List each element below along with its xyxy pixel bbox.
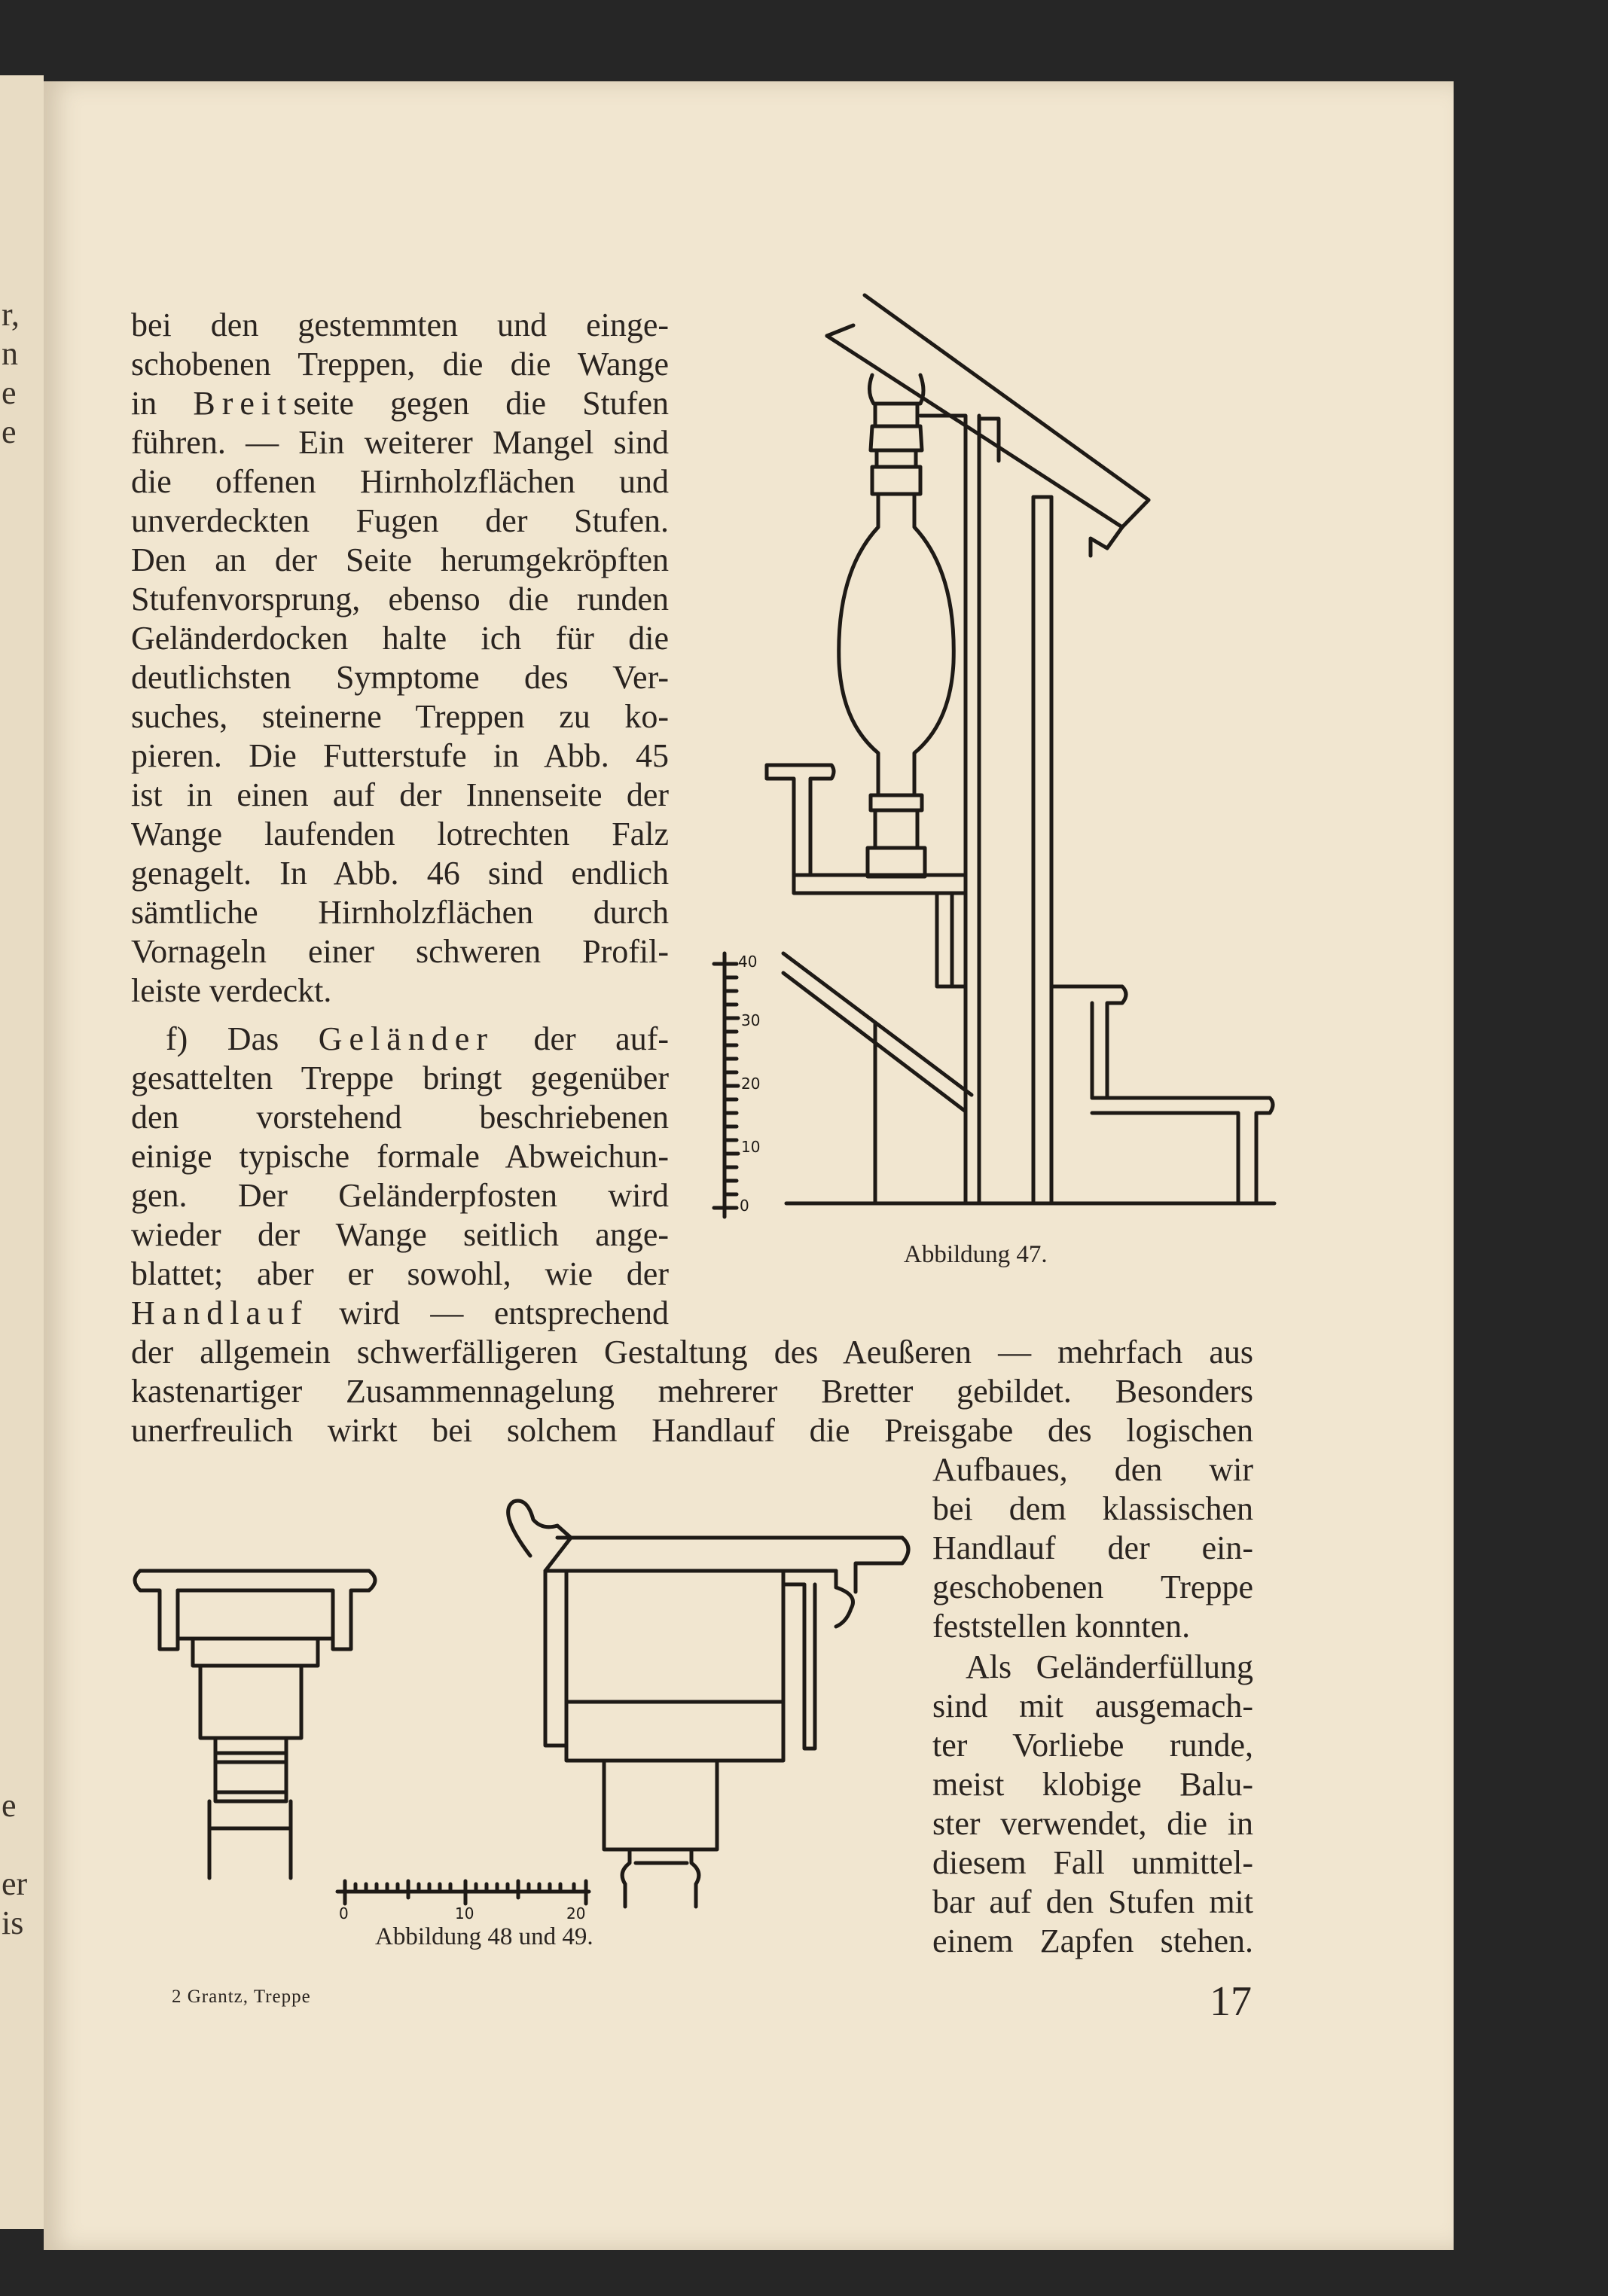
left-fragment: e <box>2 1787 17 1824</box>
text-line: genagelt. In Abb. 46 sind endlich <box>131 855 669 892</box>
text-line: Wange laufenden lotrechten Falz <box>131 816 669 852</box>
text-line: führen. — Ein weiterer Mangel sind <box>131 424 669 461</box>
text-line: Als Geländerfüllung <box>966 1648 1253 1685</box>
text-line: geschobenen Treppe <box>932 1569 1253 1605</box>
text-line: deutlichsten Symptome des Ver- <box>131 659 669 696</box>
text-line: in Breitseite gegen die Stufen <box>131 385 669 422</box>
figure-48-49-scale <box>337 1881 589 1904</box>
text-line: sind mit ausgemach- <box>932 1688 1253 1724</box>
figure-48-49-caption: Abbildung 48 und 49. <box>375 1923 593 1950</box>
scale-label: 20 <box>741 1075 761 1093</box>
text-line: schobenen Treppen, die die Wange <box>131 346 669 383</box>
figure-47-drawing <box>714 295 1274 1217</box>
left-fragment: is <box>2 1904 24 1941</box>
text-line: Stufenvorsprung, ebenso die runden <box>131 581 669 617</box>
text-line: ist in einen auf der Innenseite der <box>131 776 669 813</box>
text-line: blattet; aber er sowohl, wie der <box>131 1255 669 1292</box>
text-line: gesattelten Treppe bringt gegenüber <box>131 1060 669 1096</box>
footer-signature: 2 Grantz, Treppe <box>172 1987 311 2007</box>
figure-49-drawing <box>508 1501 908 1907</box>
text-line: Den an der Seite herumgekröpften <box>131 541 669 578</box>
text-line: unerfreulich wirkt bei solchem Handlauf die Preisgabe des logischen <box>131 1412 1253 1449</box>
text-line: bei dem klassischen <box>932 1490 1253 1527</box>
text-line: unverdeckten Fugen der Stufen. <box>131 502 669 539</box>
text-line: der allgemein schwerfälligeren Gestaltung des Aeußeren — mehrfach aus <box>131 1334 1253 1371</box>
text-line: Aufbaues, den wir <box>932 1451 1253 1488</box>
text-line: pieren. Die Futterstufe in Abb. 45 <box>131 737 669 774</box>
scale-label: 0 <box>339 1904 349 1922</box>
scale-label: 30 <box>741 1011 761 1029</box>
left-fragment: r, <box>2 296 20 333</box>
scale-label: 20 <box>566 1904 586 1922</box>
text-line: suches, steinerne Treppen zu ko- <box>131 698 669 735</box>
text-line: f) Das Geländer der auf- <box>166 1020 669 1057</box>
text-line: sämtliche Hirnholzflächen durch <box>131 894 669 931</box>
left-fragment: n <box>2 335 18 372</box>
text-line: bei den gestemmten und einge- <box>131 306 669 343</box>
text-line: Vornageln einer schweren Profil- <box>131 933 669 970</box>
text-line: Handlauf der ein- <box>932 1529 1253 1566</box>
text-line: den vorstehend beschriebenen <box>131 1099 669 1136</box>
text-line: die offenen Hirnholzflächen und <box>131 463 669 500</box>
left-fragment: e <box>2 374 17 411</box>
text-line: feststellen konnten. <box>932 1608 1191 1645</box>
scale-label: 0 <box>740 1197 749 1215</box>
figure-47-caption: Abbildung 47. <box>904 1241 1048 1268</box>
text-line: gen. Der Geländerpfosten wird <box>131 1177 669 1214</box>
scale-label: 10 <box>455 1904 474 1922</box>
text-line: Handlauf wird — entsprechend <box>131 1294 669 1331</box>
text-line: Geländerdocken halte ich für die <box>131 620 669 657</box>
text-line: ter Vorliebe runde, <box>932 1727 1253 1764</box>
left-fragment: e <box>2 413 17 450</box>
text-line: bar auf den Stufen mit <box>932 1883 1253 1920</box>
figure-48-drawing <box>135 1571 375 1878</box>
text-line: einem Zapfen stehen. <box>932 1922 1253 1959</box>
text-line: leiste verdeckt. <box>131 972 332 1009</box>
text-line: ster verwendet, die in <box>932 1805 1253 1842</box>
text-line: diesem Fall unmittel- <box>932 1844 1253 1881</box>
page-number: 17 <box>1210 1978 1252 2025</box>
scale-label: 10 <box>741 1138 761 1156</box>
text-line: kastenartiger Zusammennagelung mehrerer Bretter gebildet. Besonders <box>131 1373 1253 1410</box>
scale-label: 40 <box>738 953 758 971</box>
text-line: wieder der Wange seitlich ange- <box>131 1216 669 1253</box>
text-line: meist klobige Balu- <box>932 1766 1253 1803</box>
left-fragment: er <box>2 1865 28 1902</box>
text-line: einige typische formale Abweichun- <box>131 1138 669 1175</box>
